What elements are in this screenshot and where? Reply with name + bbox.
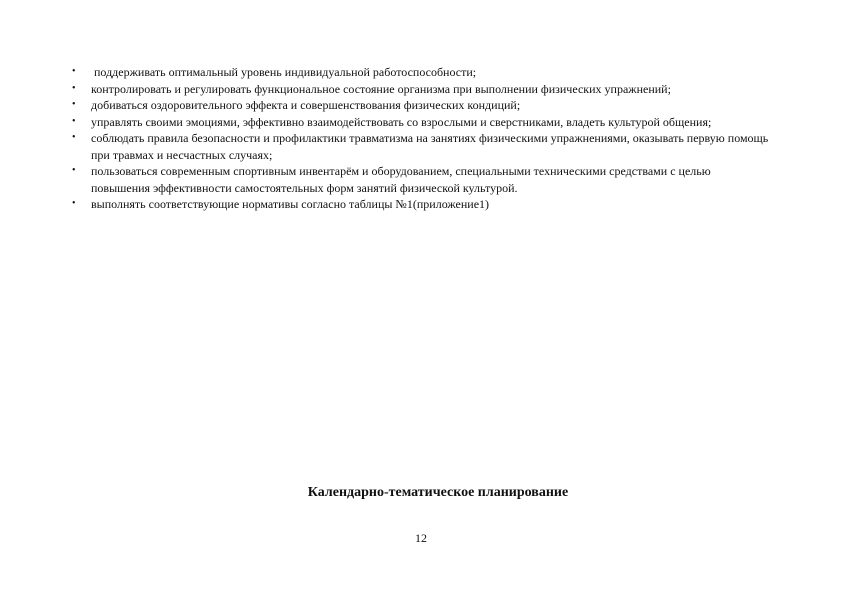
list-item-text: поддерживать оптимальный уровень индивидуальной работоспособности; (94, 65, 477, 79)
bullet-icon: • (72, 115, 76, 127)
bullet-icon: • (72, 198, 76, 209)
list-item (72, 114, 772, 131)
list-item (72, 81, 772, 98)
bullet-icon: • (72, 165, 76, 176)
bullet-icon: • (72, 99, 76, 110)
list-item-text: добиваться оздоровительного эффекта и совершенствования физических кондиций; (91, 98, 521, 112)
page-number: 12 (415, 531, 427, 545)
bullet-icon: • (72, 132, 76, 143)
list-item (72, 130, 772, 163)
bullet-icon: • (72, 82, 76, 94)
list-item-text: контролировать и регулировать функциональное состояние организма при выполнении физических упражнений; (91, 81, 671, 96)
list-item (72, 97, 772, 114)
list-item-text: управлять своими эмоциями, эффективно взаимодействовать со взрослыми и сверстниками, владеть культурой общения; (91, 114, 712, 129)
list-item (72, 196, 772, 213)
list-item-text: соблюдать правила безопасности и профилактики травматизма на занятиях физическими упражнениями, оказывать первую помощь при травмах и несчастных случаях; (91, 131, 769, 162)
section-title: Календарно-тематическое планирование (307, 485, 569, 500)
bullet-icon: • (72, 66, 76, 77)
list-item (72, 163, 772, 196)
list-item-text: пользоваться современным спортивным инвентарём и оборудованием, специальными техническими средствами с целью повышения эффективности самостоятельных форм занятий физической культурой. (91, 164, 711, 195)
list-item (72, 64, 772, 81)
list-item-text: выполнять соответствующие нормативы согласно таблицы №1(приложение1) (91, 197, 490, 211)
bullet-list (72, 64, 772, 213)
